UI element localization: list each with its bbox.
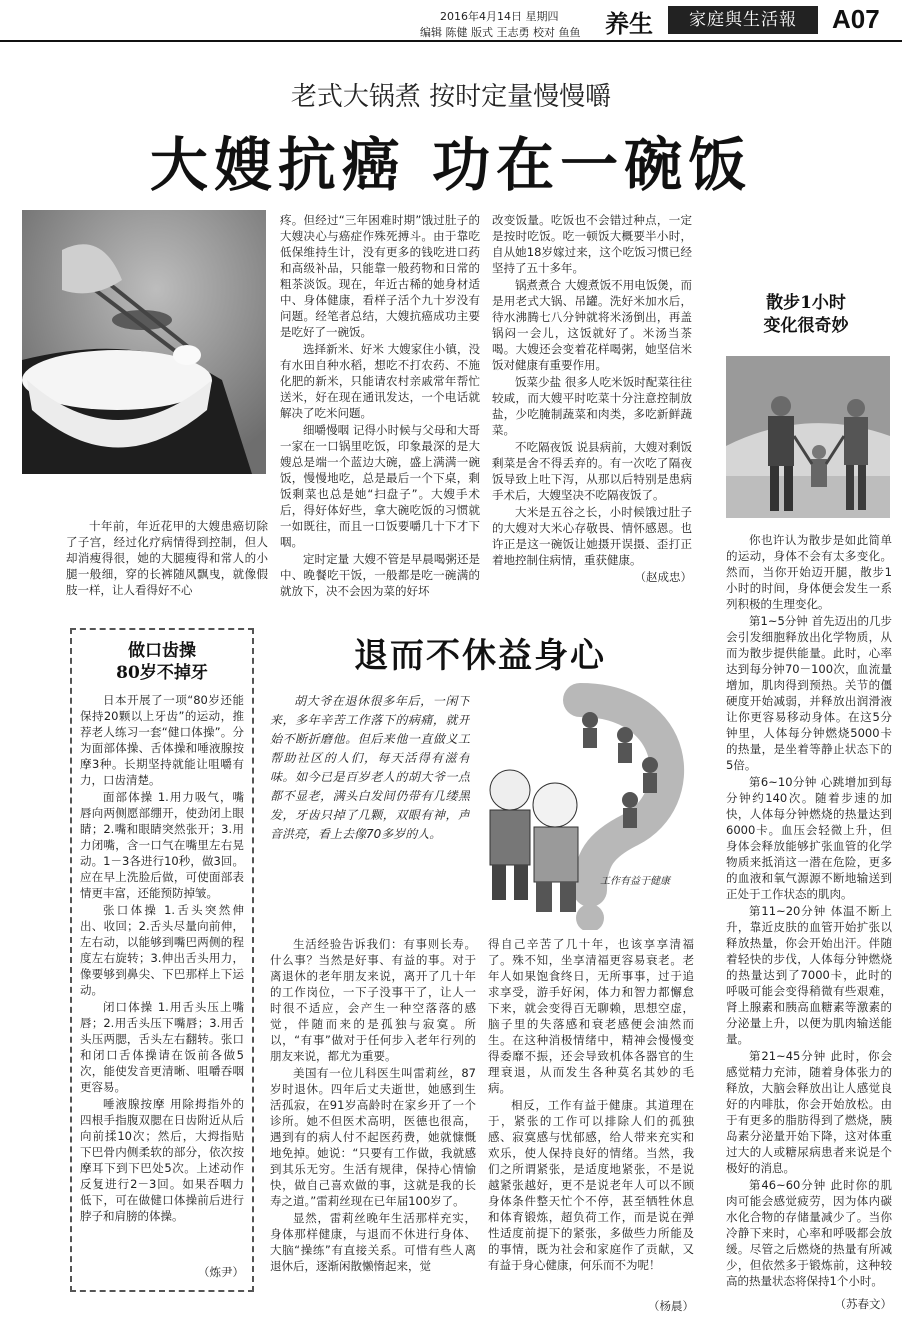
walk-paragraph: 你也许认为散步是如此简单的运动，身体不会有太多变化。然而，当你开始迈开腿，散步1小时的时间，身体便会发生一系列积极的生理变化。 [726,533,892,611]
work-cartoon-illustration [460,680,700,930]
walk-title [710,292,902,338]
lead-kicker: 老式大锅煮 按时定量慢慢嚼 [290,82,612,112]
lead-byline: （赵成忠） [634,570,692,584]
lead-paragraph: 饭菜少盐 很多人吃米饭时配菜往往较咸，而大嫂平时吃菜十分注意控制放盐，少吃腌制蔬菜和肉类，多吃新鲜蔬菜。 [492,375,692,437]
masthead-date: 2016年4月14日 星期四 [440,10,559,23]
teeth-body [80,692,244,1262]
page-number: A07 [832,4,880,34]
teeth-paragraph: 张口体操 1.舌头突然伸出、收回；2.舌头尽量向前伸，左右动，以能够到嘴巴两侧的程度左右旋转；3.伸出舌头用力，像要够到鼻尖、下巴那样上下运动。 [80,903,244,997]
masthead-editors: 编辑 陈健 版式 王志勇 校对 鱼鱼 [420,26,581,39]
work-intro [270,692,470,922]
lead-paragraph: 不吃隔夜饭 说县病前，大嫂对剩饭剩菜是舍不得丢弃的。有一次吃了隔夜饭导致上吐下泻，从那以后特别是患病手术后，大嫂坚决不吃隔夜饭了。 [492,440,692,502]
lead-paragraph: 选择新米、好米 大嫂家住小镇，没有水田自种水稻，想吃不打农药、不施化肥的新米，只能请农村亲戚常年帮忙送米，好在现在通讯发达，一个电话就解决了吃米问题。 [280,342,480,420]
lead-paragraph: 十年前，年近花甲的大嫂患癌切除了子宫，经过化疗病情得到控制，但人却消瘦得很，她的大腿瘦得和常人的小腿一般细，穿的长裤随风飘曳，就像假肢一样，让人看得好不心 [66,519,268,597]
family-walk-illustration [726,356,890,518]
teeth-title [76,640,248,684]
teeth-byline: （炼尹） [198,1265,244,1279]
newspaper-logo: 家庭與生活報 [668,6,818,34]
walk-paragraph: 第46~60分钟 此时你的肌肉可能会感觉疲劳，因为体内碳水化合物的存储量减少了。当你冷静下来时，心率和呼吸都会放缓。尽管之后燃烧的热量有所减少，但依然多于锻炼前，这种较高的热量状态将保持1个小时。 [726,1178,892,1288]
lead-paragraph: 疼。但经过“三年困难时期”饿过肚子的大嫂决心与癌症作殊死搏斗。由于靠吃低保维持生计，没有更多的钱吃进口药和高级补品，只能靠一般药物和日常的粗茶淡饭。现在，年近古稀的她身材适中、身体健康，看样子活个九十岁没有问题。经笔者总结，大嫂抗癌成功主要是吃好了一碗饭。 [280,213,480,339]
work-byline: （杨晨） [648,1299,694,1313]
family-walk-photo [726,356,890,518]
rice-bowl-photo [22,210,266,474]
work-paragraph: 生活经验告诉我们：有事则长寿。什么事？当然是好事、有益的事。对于离退休的老年朋友来说，离开了几十年的工作岗位，一下子没事干了，让人一时很不适应，会产生一种空落落的感觉，伴随而来的是孤独与寂寞。所以，“有事”做对于任何步入老年行列的朋友来说，都尤为重要。 [270,937,476,1063]
work-column-1 [270,936,476,1316]
walk-title-line2: 变化很奇妙 [763,316,849,336]
work-column-2 [488,936,694,1298]
work-cartoon-caption: 工作有益于健康 [600,876,670,887]
teeth-paragraph: 日本开展了一项“80岁还能保持20颗以上牙齿”的运动，推荐老人练习一套“健口体操”。分为面部体操、舌体操和唾液腺按摩3种。长期坚持就能让咀嚼有力，口齿清楚。 [80,693,244,787]
lead-paragraph: 大米是五谷之长，小时候饿过肚子的大嫂对大米心存敬畏、情怀感恩。也许正是这一碗饭让她摄开误摄、歪打正着地控制住病情，重获健康。 [492,505,692,567]
walk-paragraph: 第11~20分钟 体温不断上升，靠近皮肤的血管开始扩张以释放热量，你会开始出汗。伴随着轻快的步伐，人体每分钟燃烧的热量达到了7000卡，此时的呼吸可能会变得稍微有些艰难，肾上腺素和胰高血糖素等激素的分泌量上升，以便为肌肉输送能量。 [726,904,892,1046]
lead-paragraph: 锅煮煮合 大嫂煮饭不用电饭煲，而是用老式大锅、吊罐。洗好米加水后，待水沸腾七八分钟就将米汤倒出，再盖锅闷一会儿，这饭就好了。米汤当茶喝。大嫂还会变着花样喝粥，她坚信米饭对健康有重要作用。 [492,278,692,372]
walk-paragraph: 第1~5分钟 首先迈出的几步会引发细胞释放出化学物质，从而为散步提供能量。此时，心率达到每分钟70－100次，血流量增加，肌肉得到预热。关节的僵硬度开始减弱，并释放出润滑液让你更容易移动身体。在这5分钟里，人体每分钟燃烧5000卡的热量，是坐着等静止状态下的5倍。 [726,614,892,772]
walk-body [726,532,892,1292]
lead-headline: 大嫂抗癌 功在一碗饭 [149,131,753,199]
lead-column-1 [66,518,268,604]
work-intro-paragraph: 胡大爷在退休很多年后，一闲下来，多年辛苦工作落下的病痛，就开始不断折磨他。但后来他一直做义工帮助社区的人们，每天活得有滋有味。如今已是百岁老人的胡大爷一点都不显老，满头白发间仍带有几缕黑发，牙齿只掉了几颗，双眼有神，声音洪亮，看上去像70多岁的人。 [270,694,470,841]
walk-paragraph: 第21~45分钟 此时，你会感觉精力充沛，随着身体张力的释放，大脑会释放出让人感觉良好的内啡肽，你会开始放松。由于有更多的脂肪得到了燃烧，胰岛素分泌量开始下降，这对体重过大的人或糖尿病患者来说是个极好的消息。 [726,1049,892,1175]
work-title: 退而不休益身心 [354,636,606,676]
walk-byline: （苏春文） [834,1297,892,1311]
work-paragraph: 显然，雷莉丝晚年生活那样充实，身体那样健康，与退而不休进行身体、大脑“操练”有直接关系。可惜有些人离退休后，逐渐闲散懒惰起来，觉 [270,1211,476,1273]
work-paragraph: 得自己辛苦了几十年，也该享享清福了。殊不知，坐享清福更容易衰老。老年人如果饱食终日，无所事事，过于追求享受，游手好闲，体力和智力都懈怠下来，就会变得百无聊赖，思想空虚，脑子里的失落感和衰老感便会油然而生。在这种消极情绪中，精神会慢慢变得委靡不振，还会导致机体各器官的生理衰退，从而发生各种莫名其妙的毛病。 [488,937,694,1095]
section-title: 养生 [605,9,653,38]
work-paragraph: 相反，工作有益于健康。其道理在于，紧张的工作可以排除人们的孤独感、寂寞感与忧郁感，给人带来充实和欢乐，使人保持良好的情绪。当然，我们之所谓紧张，是适度地紧张，不是说越紧张越好，更不是说老年人可以不顾身体条件整天忙个不停，甚至牺牲休息和体育锻炼，超负荷工作，而是说在弹性适度前提下的紧张，多做些力所能及的事情，既为社会和家庭作了贡献，又有益于身心健康，何乐而不为呢！ [488,1098,694,1272]
lead-paragraph: 定时定量 大嫂不管是早晨喝粥还是中、晚餐吃干饭，一般都是吃一碗满的就放下，决不会因为菜的好坏 [280,552,480,598]
teeth-paragraph: 唾液腺按摩 用除拇指外的四根手指腹双腮在日齿附近从后向前揉10次；然后，大拇指贴下巴骨内侧柔软的部分，依次按摩耳下到下巴处5次。上述动作反复进行2－3回。如果吞咽力低下，可在做健口体操前后进行脖子和肩膀的体操。 [80,1097,244,1223]
work-cartoon [460,680,700,930]
teeth-title-line1: 做口齿操 [128,641,196,661]
lead-paragraph: 细嚼慢咽 记得小时候与父母和大哥一家在一口锅里吃饭，印象最深的是大嫂总是端一个蓝边大碗，盛上满满一碗饭，慢慢地吃，总是最后一个下桌，剩饭剩菜也总是她“扫盘子”。大嫂手术后，得好体好些，拿大碗吃饭的习惯就一如既往，而且一口饭要嚼几十下才下咽。 [280,423,480,549]
teeth-paragraph: 闭口体操 1.用舌头压上嘴唇；2.用舌头压下嘴唇；3.用舌头压两腮，舌头左右翻转。张口和闭口舌体操请在饭前各做5次，能使发音更清晰、咀嚼吞咽更容易。 [80,1000,244,1094]
work-paragraph: 美国有一位儿科医生叫雷莉丝，87岁时退休。四年后丈夫逝世，她感到生活孤寂，在91岁高龄时在家乡开了一个诊所。她不但医术高明，医德也很高，遇到有的病人付不起医药费，她就慷慨地免掉。她说：“只要有工作做，我就感到其乐无穷。生活有规律，保持心情愉快，做自己喜欢做的事，这就是我的长寿之道。”雷莉丝现在已年届100岁了。 [270,1066,476,1208]
lead-column-3 [492,212,692,602]
lead-paragraph: 改变饭量。吃饭也不会错过种点，一定是按时吃饭。吃一顿饭大概要半小时，自从她18岁嫁过来，这个吃饭习惯已经坚持了五十多年。 [492,213,692,275]
teeth-paragraph: 面部体操 1.用力吸气，嘴唇向两侧愿部绷开，使劲闭上眼睛；2.嘴和眼睛突然张开；3.用力闭嘴，含一口气在嘴里左右晃动。1－3各进行10秒，做3回。应在早上洗脸后做，可使面部表情更丰富，还能预防掉皱。 [80,790,244,900]
lead-column-2 [280,212,480,602]
walk-paragraph: 第6~10分钟 心跳增加到每分钟约140次。随着步速的加快，人体每分钟燃烧的热量达到6000卡。血压会轻微上升，但身体会释放能够扩张血管的化学物质来抵消这一潜在危险，更多的血液和氧气源源不断地输送到正处于工作状态的肌肉。 [726,775,892,901]
teeth-title-line2: 80岁不掉牙 [116,663,208,683]
masthead-rule [0,40,902,42]
rice-bowl-illustration [22,210,266,474]
walk-title-line1: 散步1小时 [766,293,846,313]
